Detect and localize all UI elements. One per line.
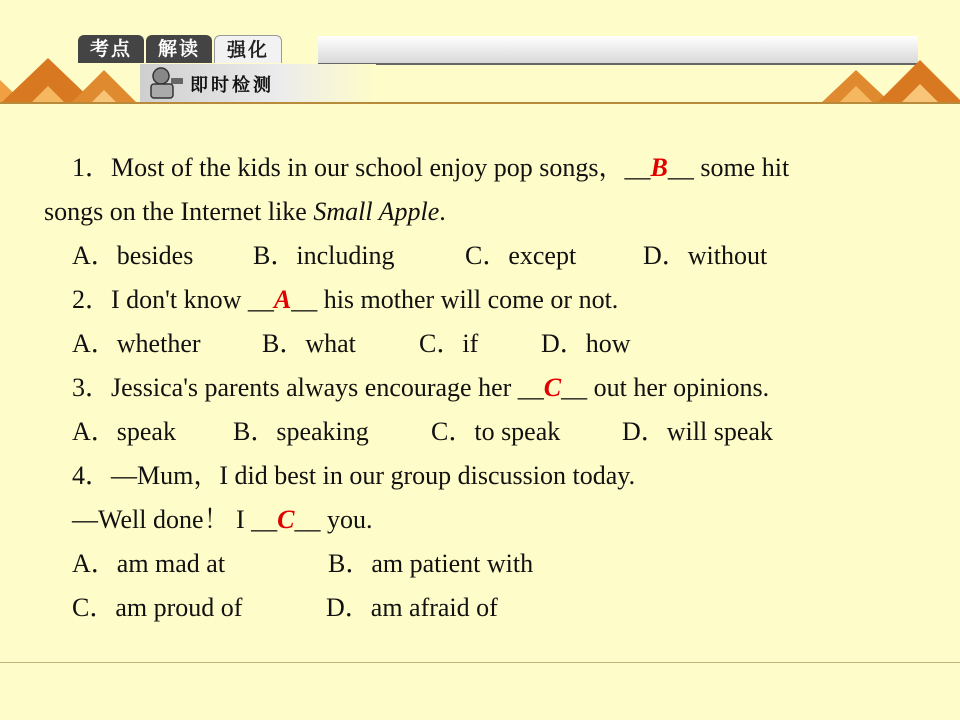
q4-options-row2 bbox=[72, 586, 498, 630]
q3-stem: 3．Jessica's parents always encourage her __C__ out her opinions. bbox=[72, 373, 770, 402]
section-title: 即时检测 bbox=[190, 75, 274, 96]
left-triangle-decoration bbox=[0, 50, 140, 104]
q3-option-c[interactable]: C．to speak bbox=[431, 417, 561, 446]
mascot-icon bbox=[145, 66, 185, 100]
q2-answer: A bbox=[273, 285, 292, 314]
q4-answer: C bbox=[277, 505, 295, 534]
tab-qianghua[interactable]: 强化 bbox=[214, 35, 282, 63]
q3-option-d[interactable]: D．will speak bbox=[622, 417, 773, 446]
q1-options bbox=[72, 234, 767, 278]
q4-option-d[interactable]: D．am afraid of bbox=[326, 593, 498, 622]
q2-options bbox=[72, 322, 631, 366]
footer-divider bbox=[0, 662, 960, 663]
q1-option-a[interactable]: A．besides bbox=[72, 241, 194, 270]
q4-option-b[interactable]: B．am patient with bbox=[328, 549, 534, 578]
tab-kaodian[interactable]: 考点 bbox=[78, 35, 144, 63]
tab-jiedu[interactable]: 解读 bbox=[146, 35, 212, 63]
q3-options bbox=[72, 410, 773, 454]
q1-stem-line2: songs on the Internet like Small Apple. bbox=[44, 197, 446, 226]
header-divider bbox=[0, 102, 960, 104]
q2-option-b[interactable]: B．what bbox=[262, 329, 356, 358]
q3-answer: C bbox=[543, 373, 562, 402]
q4-option-c[interactable]: C．am proud of bbox=[72, 593, 243, 622]
q1-answer: B bbox=[650, 153, 668, 182]
q1-stem: 1．Most of the kids in our school enjoy pop songs，__B__ some hit bbox=[72, 153, 790, 182]
q2-option-c[interactable]: C．if bbox=[419, 329, 479, 358]
q1-option-d[interactable]: D．without bbox=[643, 241, 768, 270]
q2-option-d[interactable]: D．how bbox=[541, 329, 631, 358]
q2-stem: 2．I don't know __A__ his mother will come or not. bbox=[72, 285, 619, 314]
q3-option-b[interactable]: B．speaking bbox=[233, 417, 369, 446]
q4-options-row1 bbox=[72, 542, 533, 586]
q4-stem: 4．—Mum，I did best in our group discussion today. bbox=[72, 461, 636, 490]
right-triangle-decoration bbox=[820, 56, 960, 104]
q1-option-b[interactable]: B．including bbox=[253, 241, 395, 270]
q3-option-a[interactable]: A．speak bbox=[72, 417, 176, 446]
q4-dialog: —Well done！ I __C__ you. bbox=[72, 505, 373, 534]
q4-option-a[interactable]: A．am mad at bbox=[72, 549, 226, 578]
q1-option-c[interactable]: C．except bbox=[465, 241, 577, 270]
q2-option-a[interactable]: A．whether bbox=[72, 329, 201, 358]
